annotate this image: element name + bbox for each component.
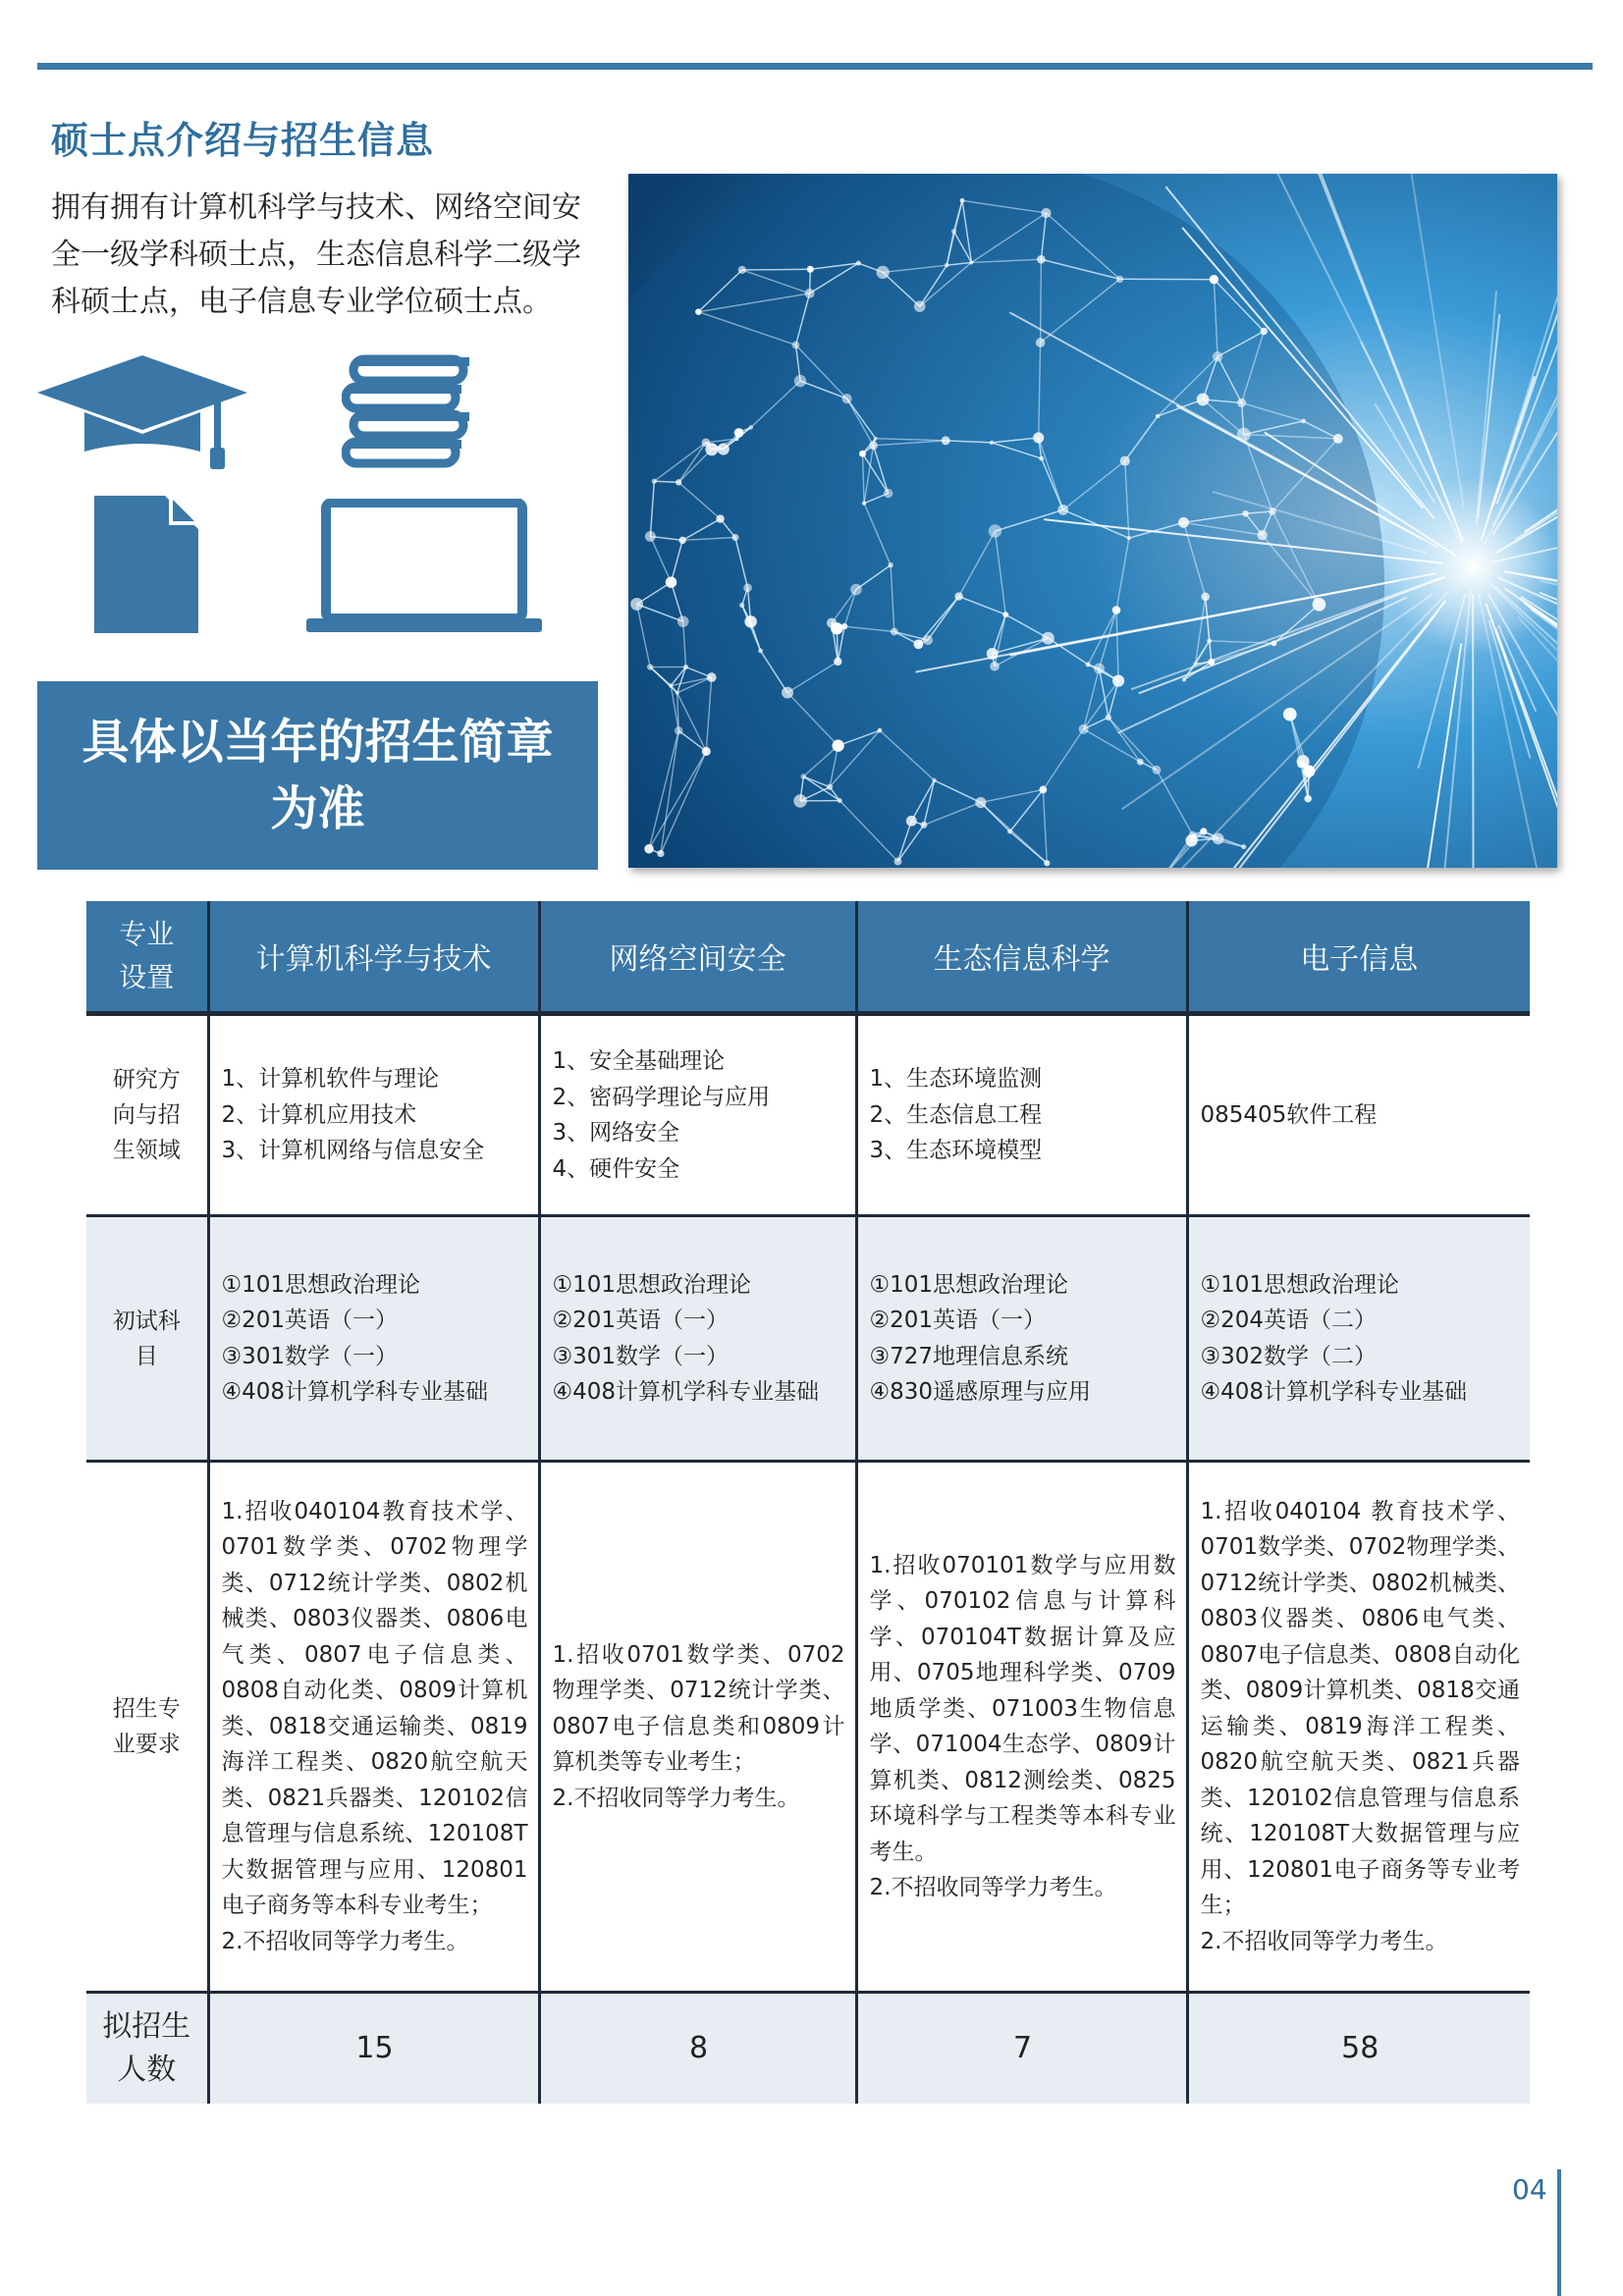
cell-line: 4、硬件安全 [552, 1155, 680, 1182]
row-label-text: 拟招生人数 [102, 2009, 191, 2087]
table-row-quota [86, 1993, 1530, 2105]
quota-value: 8 [539, 1993, 856, 2105]
table-cell [1187, 1014, 1530, 1216]
cell-line: ①101思想政治理论 [221, 1271, 421, 1298]
cell-line: 2.不招收同等学力考生。 [552, 1785, 800, 1811]
table-cell [1187, 1216, 1530, 1462]
graduation-cap-icon [37, 355, 248, 473]
program-header: 计算机科学与技术 [208, 901, 539, 1014]
cell-line: ①101思想政治理论 [1200, 1271, 1400, 1298]
document-icon [94, 496, 202, 633]
table-header-row [86, 901, 1530, 1014]
network-globe-image [628, 174, 1557, 868]
table-cell [539, 1216, 856, 1462]
books-icon [342, 353, 471, 471]
row-label [86, 1993, 208, 2105]
cell-line: 1.招收070101数学与应用数学、070102信息与计算科学、070104T数据计算及应用、0705地理科学类、0709地质学类、071003生物信息学、071004生态学、0809计算机类、0812测绘类、0825环境科学与工程类等本科专业考生。 [869, 1552, 1176, 1865]
cell-line: 3、生态环境模型 [869, 1138, 1043, 1164]
table-cell [856, 1462, 1187, 1993]
cell-line: 1.招收040104教育技术学、0701数学类、0702物理学类、0712统计学类、0802机械类、0803仪器类、0806电气类、0807电子信息类、0808自动化类、0809计算机类、0818交通运输类、0819海洋工程类、0820航空航天类、0821兵器类、120102信息管理与信息系统、120108T大数据管理与应用、120801电子商务等本科专业考生； [221, 1498, 528, 1919]
cell-line: 085405软件工程 [1200, 1101, 1378, 1128]
cell-line: ③727地理信息系统 [869, 1343, 1069, 1369]
cell-line: 1、安全基础理论 [552, 1048, 726, 1074]
table-row-research [86, 1014, 1530, 1216]
quota-value: 7 [856, 1993, 1187, 2105]
section-title: 硕士点介绍与招生信息 [51, 119, 435, 162]
row-label [86, 1216, 208, 1462]
row-label [86, 1462, 208, 1993]
cell-line: ①101思想政治理论 [869, 1271, 1069, 1298]
cell-line: 1.招收040104 教育技术学、0701数学类、0702物理学类、0712统计学类、0802机械类、0803仪器类、0806电气类、0807电子信息类、0808自动化类、0809计算机类、0818交通运输类、0819海洋工程类、0820航空航天类、0821兵器类、120102信息管理与信息系统、120108T大数据管理与应用、120801电子商务等专业考生； [1200, 1498, 1520, 1919]
table-cell [208, 1462, 539, 1993]
table-cell [208, 1216, 539, 1462]
cell-line: 2.不招收同等学力考生。 [869, 1875, 1117, 1900]
row-label-text: 招生专业要求 [112, 1696, 181, 1757]
cell-line: ③301数学（一） [552, 1343, 730, 1369]
cell-line: 3、计算机网络与信息安全 [221, 1138, 485, 1164]
cell-line: ④408计算机学科专业基础 [1200, 1379, 1468, 1405]
cell-line: ④408计算机学科专业基础 [552, 1379, 820, 1405]
cell-line: ②201英语（一） [552, 1308, 730, 1333]
program-header: 电子信息 [1187, 901, 1530, 1014]
cell-line: 1、计算机软件与理论 [221, 1066, 440, 1093]
page-number: 04 [1512, 2173, 1547, 2206]
table-cell [539, 1014, 856, 1216]
cell-line: ①101思想政治理论 [552, 1271, 752, 1298]
row-label-text: 研究方向与招生领域 [112, 1067, 181, 1163]
notice-banner [37, 681, 598, 870]
cell-line: ④830遥感原理与应用 [869, 1379, 1092, 1405]
cell-line: 2、密码学理论与应用 [552, 1084, 771, 1110]
cell-line: 2、生态信息工程 [869, 1101, 1043, 1128]
top-rule [37, 63, 1593, 70]
cell-line: ②204英语（二） [1200, 1308, 1378, 1333]
table-cell [856, 1014, 1187, 1216]
cell-line: 3、网络安全 [552, 1120, 680, 1146]
page-number-rule [1557, 2169, 1561, 2296]
cell-line: 2.不招收同等学力考生。 [1200, 1928, 1448, 1954]
program-header: 生态信息科学 [856, 901, 1187, 1014]
cell-line: ②201英语（一） [869, 1308, 1047, 1333]
corner-header [86, 901, 208, 1014]
intro-paragraph: 拥有拥有计算机科学与技术、网络空间安全一级学科硕士点，生态信息科学二级学科硕士点，电子信息专业学位硕士点。 [51, 190, 581, 319]
table-cell [539, 1462, 856, 1993]
laptop-icon [306, 499, 542, 636]
cell-line: ③301数学（一） [221, 1343, 399, 1369]
cell-line: 1、生态环境监测 [869, 1066, 1043, 1093]
table-row-exam [86, 1216, 1530, 1462]
table-row-requirements [86, 1462, 1530, 1993]
notice-banner-text: 具体以当年的招生简章为准 [81, 715, 554, 836]
cell-line: ②201英语（一） [221, 1308, 399, 1333]
quota-value: 58 [1187, 1993, 1530, 2105]
row-label [86, 1014, 208, 1216]
cell-line: ③302数学（二） [1200, 1343, 1378, 1369]
cell-line: 2、计算机应用技术 [221, 1101, 417, 1128]
cell-line: 2.不招收同等学力考生。 [221, 1928, 469, 1954]
cell-line: 1.招收0701数学类、0702物理学类、0712统计学类、0807电子信息类和0809计算机类等专业考生； [552, 1641, 845, 1776]
corner-header-text: 专业设置 [119, 918, 175, 993]
cell-line: ④408计算机学科专业基础 [221, 1379, 489, 1405]
table-cell [856, 1216, 1187, 1462]
table-cell [208, 1014, 539, 1216]
program-header: 网络空间安全 [539, 901, 856, 1014]
row-label-text: 初试科目 [112, 1308, 181, 1369]
table-cell [1187, 1462, 1530, 1993]
program-table [86, 901, 1530, 2104]
quota-value: 15 [208, 1993, 539, 2105]
